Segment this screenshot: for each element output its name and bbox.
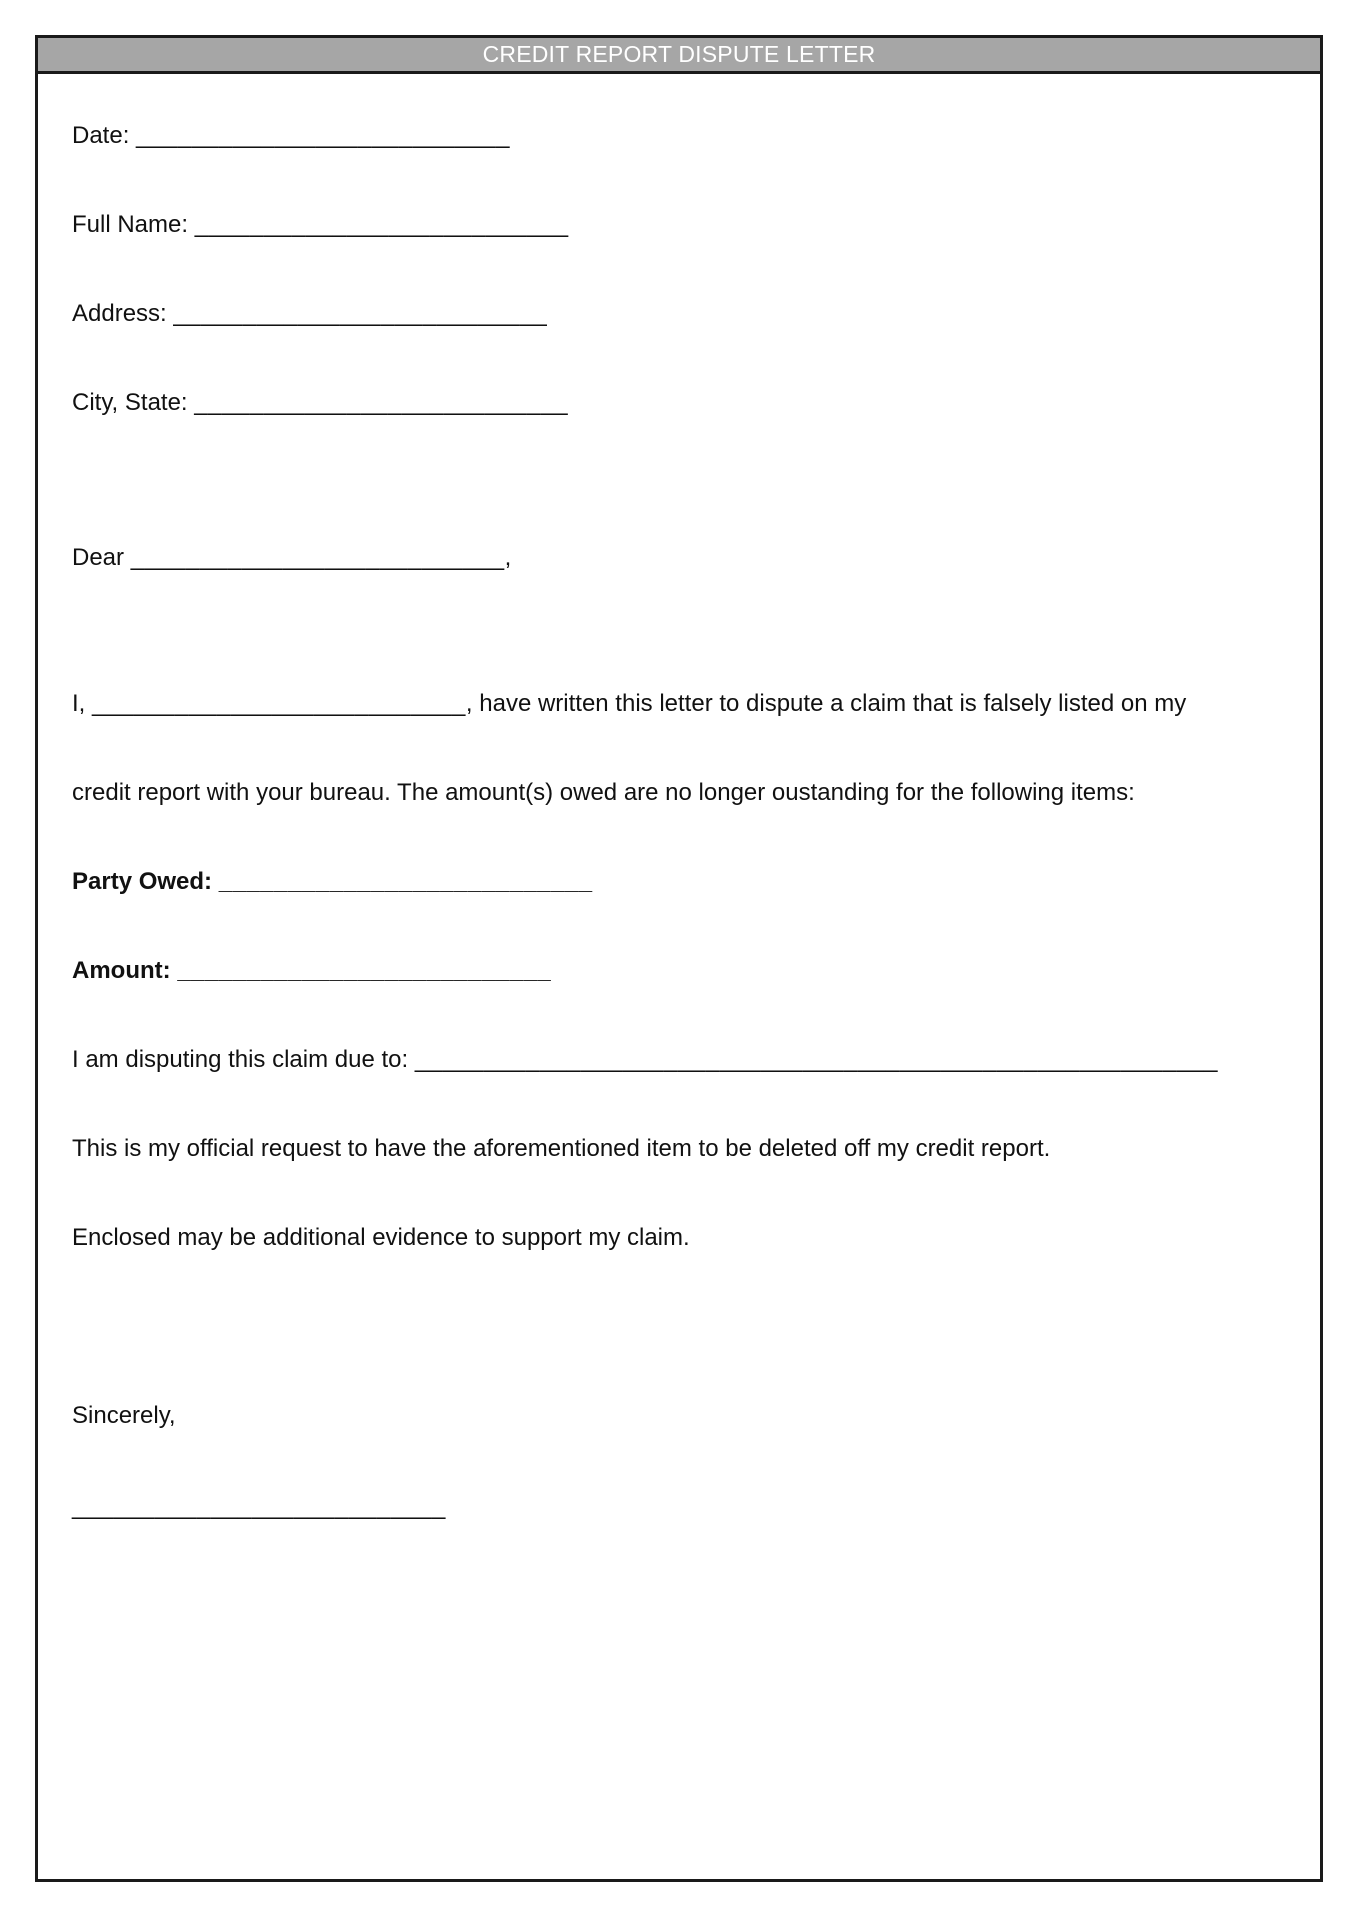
- evidence-line-text: Enclosed may be additional evidence to support my claim.: [72, 1224, 690, 1251]
- letter-frame: [35, 35, 1323, 1882]
- city-state-row: [72, 389, 568, 417]
- document-title: CREDIT REPORT DISPUTE LETTER: [482, 41, 876, 67]
- date-field[interactable]: ___________________________: [136, 122, 510, 149]
- signature-row: [72, 1493, 446, 1521]
- address-label: Address:: [72, 300, 167, 327]
- amount-row: [72, 957, 551, 985]
- address-row: [72, 300, 547, 328]
- body-line-1-prefix: I,: [72, 690, 86, 717]
- evidence-line: [72, 1224, 690, 1252]
- dispute-reason-field[interactable]: __________________________________________________________: [414, 1046, 1219, 1073]
- salutation-prefix: Dear: [72, 544, 125, 571]
- title-bar: [38, 38, 1320, 74]
- city-state-label: City, State:: [72, 389, 188, 416]
- amount-label: Amount:: [72, 957, 171, 984]
- dispute-reason-label: I am disputing this claim due to:: [72, 1046, 409, 1073]
- salutation-row: [72, 544, 511, 572]
- dispute-reason-row: [72, 1046, 1218, 1074]
- request-line-text: This is my official request to have the aforementioned item to be deleted off my credit report.: [72, 1135, 1051, 1162]
- party-owed-label: Party Owed:: [72, 868, 213, 895]
- body-line-2-text: credit report with your bureau. The amount(s) owed are no longer oustanding for the following items:: [72, 779, 1135, 806]
- request-line: [72, 1135, 1050, 1163]
- date-label: Date:: [72, 122, 130, 149]
- body-line-2: [72, 779, 1135, 807]
- signature-field[interactable]: ___________________________: [72, 1493, 446, 1520]
- closing-sincerely: Sincerely,: [72, 1402, 176, 1429]
- party-owed-row: [72, 868, 593, 896]
- body-line-1: [72, 690, 1186, 718]
- recipient-field[interactable]: ___________________________: [130, 544, 505, 571]
- address-field[interactable]: ___________________________: [173, 300, 548, 327]
- full-name-row: [72, 211, 569, 239]
- body-line-1-suffix: , have written this letter to dispute a claim that is falsely listed on my: [465, 690, 1187, 717]
- party-owed-field[interactable]: ___________________________: [218, 868, 593, 895]
- full-name-field[interactable]: ___________________________: [194, 211, 569, 238]
- closing-row: [72, 1402, 176, 1430]
- date-row: [72, 122, 510, 150]
- full-name-label: Full Name:: [72, 211, 189, 238]
- salutation-comma: ,: [504, 544, 512, 571]
- city-state-field[interactable]: ___________________________: [194, 389, 569, 416]
- disputant-name-field[interactable]: ___________________________: [92, 690, 466, 717]
- amount-field[interactable]: ___________________________: [177, 957, 552, 984]
